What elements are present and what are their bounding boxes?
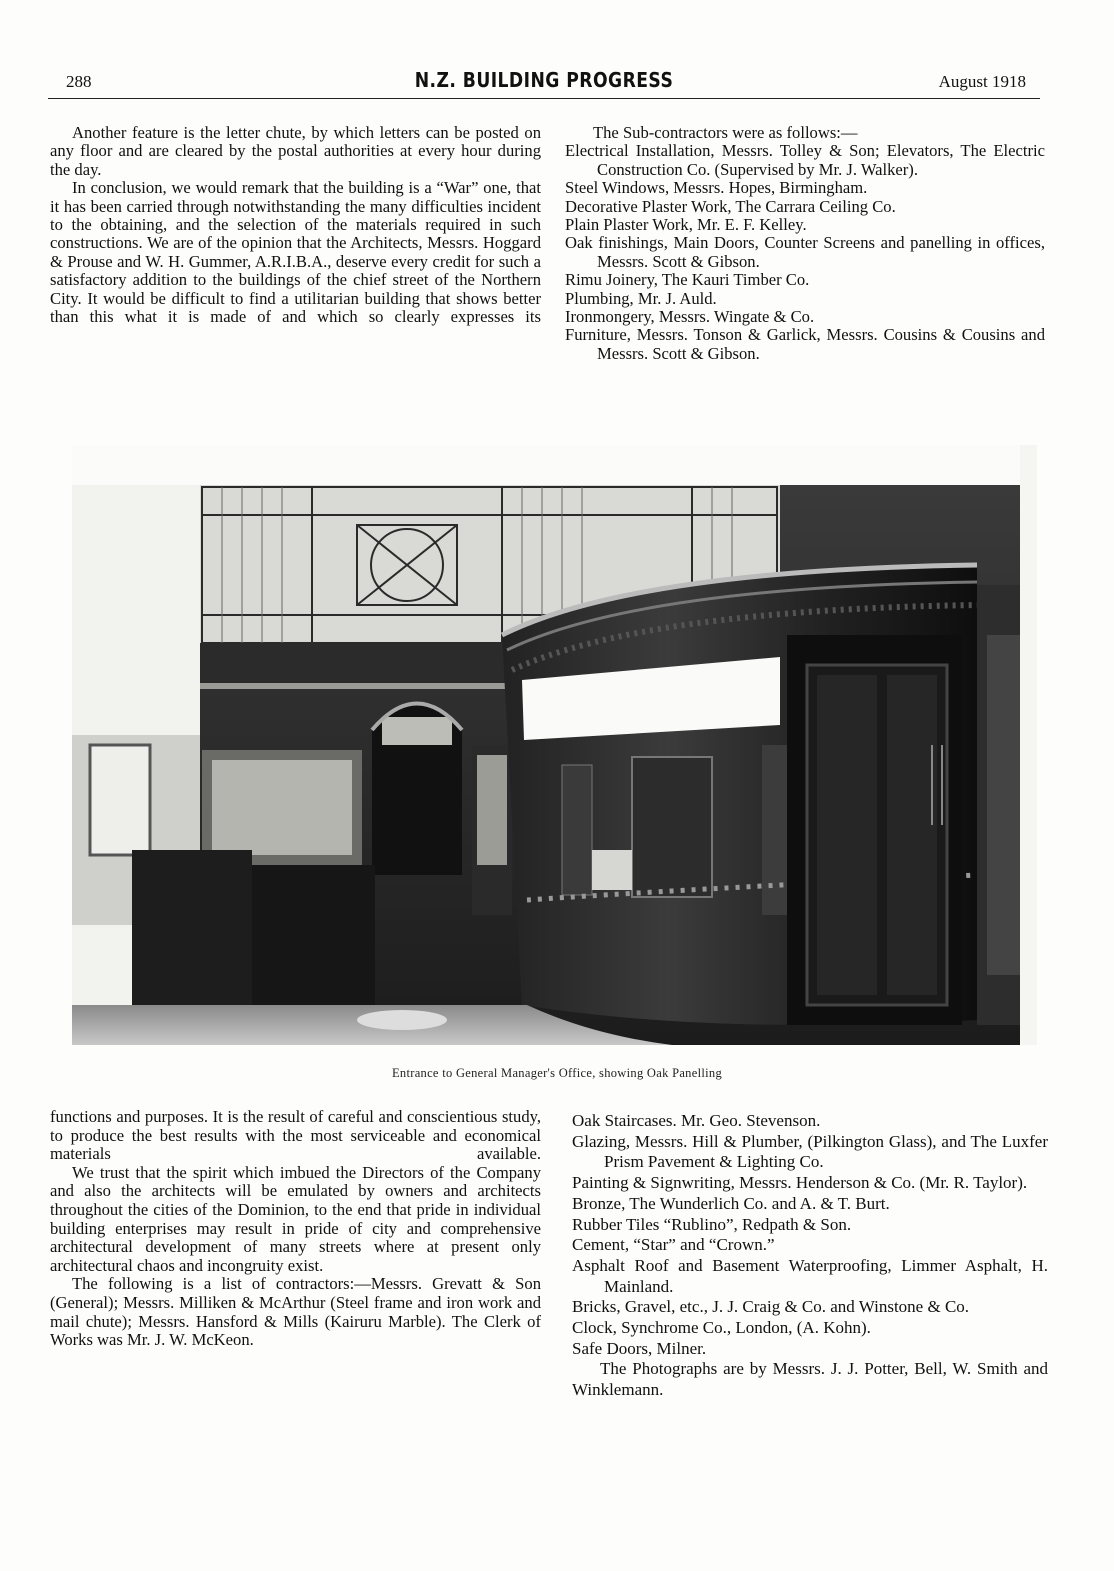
bottom-right-column (572, 1111, 1048, 1401)
list-item: Furniture, Messrs. Tonson & Garlick, Messrs. Cousins & Cousins and Messrs. Scott & Gibson. (565, 325, 1045, 363)
paragraph-conclusion: In conclusion, we would remark that the building is a “War” one, that it has been carried through notwithstanding the many difficulties incident to the obtaining, and the selection of the materials required in such constructions. We are of the opinion that the Architects, Messrs. Hoggard & Prouse and W. H. Gummer, A.R.I.B.A., deserve every credit for such a satisfactory addition to the buildings of the chief street of the Northern City. It would be difficult to find a utilitarian building that shows better than this what it is made of and which so clearly expresses its (50, 178, 541, 327)
paragraph-contractors: The following is a list of contractors:—Messrs. Grevatt & Son (General); Messrs. Milliken & McArthur (Steel frame and iron work and mail chute); Messrs. Hansford & Mills (Kairuru Marble). The Clerk of Works was Mr. J. W. McKeon. (50, 1274, 541, 1350)
list-item: Rubber Tiles “Rublino”, Redpath & Son. (572, 1214, 852, 1234)
list-item: Electrical Installation, Messrs. Tolley & Son; Elevators, The Electric Construction Co. (Supervised by Mr. J. Walker). (565, 141, 1045, 179)
list-item: Clock, Synchrome Co., London, (A. Kohn). (572, 1318, 871, 1338)
photographs-credit: The Photographs are by Messrs. J. J. Potter, Bell, W. Smith and Winklemann. (572, 1359, 1048, 1400)
paragraph-letter-chute: Another feature is the letter chute, by which letters can be posted on any floor and are cleared by the postal authorities at every hour during the day. (50, 123, 541, 179)
office-entrance-photograph (72, 445, 1037, 1045)
list-item: Ironmongery, Messrs. Wingate & Co. (565, 307, 815, 327)
running-header (48, 68, 1040, 99)
paragraph-spirit: We trust that the spirit which imbued the Directors of the Company and also the architects will be emulated by owners and architects throughout the cities of the Dominion, to the end that pride in individual building enterprises may result in pride of city and comprehensive architectural development of many streets where at present only architectural chaos and incongruity exist. (50, 1162, 541, 1275)
subcontractors-column (565, 124, 1045, 363)
issue-date: August 1918 (938, 72, 1026, 91)
list-item: Decorative Plaster Work, The Carrara Ceiling Co. (565, 196, 896, 216)
list-item: Plain Plaster Work, Mr. E. F. Kelley. (565, 215, 807, 235)
list-item: Oak finishings, Main Doors, Counter Screens and panelling in offices, Messrs. Scott & Gibson. (565, 233, 1045, 271)
journal-title: N.Z. BUILDING PROGRESS (414, 68, 674, 92)
top-left-column (50, 124, 541, 326)
list-item: Bricks, Gravel, etc., J. J. Craig & Co. and Winstone & Co. (572, 1297, 970, 1317)
bottom-left-column (50, 1108, 541, 1350)
list-item: Glazing, Messrs. Hill & Plumber, (Pilkington Glass), and The Luxfer Prism Pavement & Lighting Co. (572, 1131, 1048, 1172)
list-item: Painting & Signwriting, Messrs. Henderson & Co. (Mr. R. Taylor). (572, 1173, 1028, 1193)
list-item: Bronze, The Wunderlich Co. and A. & T. Burt. (572, 1193, 890, 1213)
list-item: Asphalt Roof and Basement Waterproofing, Limmer Asphalt, H. Mainland. (572, 1255, 1048, 1296)
subcontractors-intro: The Sub-contractors were as follows:— (593, 123, 858, 142)
figure-caption: Entrance to General Manager's Office, showing Oak Panelling (391, 1066, 723, 1080)
list-item: Steel Windows, Messrs. Hopes, Birmingham. (565, 178, 868, 198)
list-item: Plumbing, Mr. J. Auld. (565, 288, 717, 308)
paragraph-functions: functions and purposes. It is the result of careful and conscientious study, to produce the best results with the most serviceable and economical materials available. (50, 1107, 541, 1164)
list-item: Rimu Joinery, The Kauri Timber Co. (565, 270, 810, 290)
list-item: Cement, “Star” and “Crown.” (572, 1235, 775, 1255)
list-item: Safe Doors, Milner. (572, 1338, 707, 1358)
page-number: 288 (66, 72, 92, 91)
list-item: Oak Staircases. Mr. Geo. Stevenson. (572, 1111, 821, 1130)
